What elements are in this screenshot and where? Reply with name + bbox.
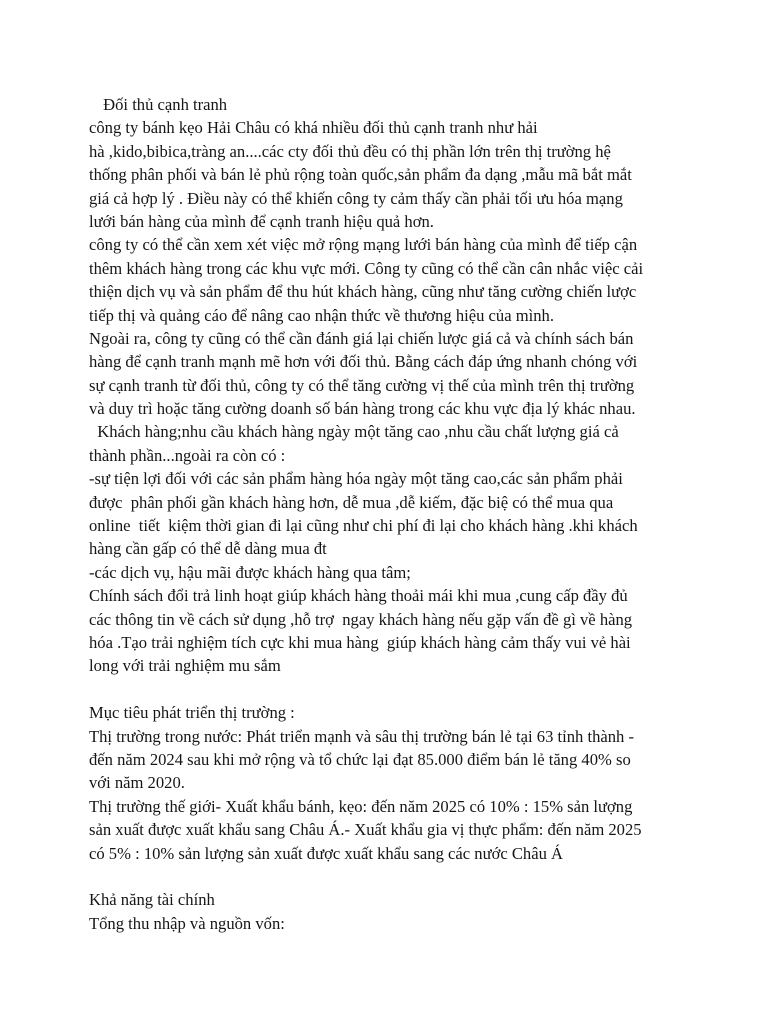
text-line: online tiết kiệm thời gian đi lại cũng như chi phí đi lại cho khách hàng .khi khách bbox=[89, 516, 638, 536]
text-line: long với trải nghiệm mu sắm bbox=[89, 656, 281, 676]
text-line: Tổng thu nhập và nguồn vốn: bbox=[89, 913, 285, 933]
text-line: thống phân phối và bán lẻ phủ rộng toàn quốc,sản phẩm đa dạng ,mẫu mã bắt mắt bbox=[89, 165, 632, 185]
blank-line bbox=[89, 865, 709, 888]
text-line: lưới bán hàng của mình để cạnh tranh hiệu quả hơn. bbox=[89, 211, 434, 231]
heading-competitors: Đối thủ cạnh tranh bbox=[99, 95, 228, 114]
text-line: và duy trì hoặc tăng cường doanh số bán hàng trong các khu vực địa lý khác nhau. bbox=[89, 399, 636, 419]
text-line: các thông tin về cách sử dụng ,hỗ trợ ngay khách hàng nếu gặp vấn đề gì về hàng bbox=[89, 609, 633, 629]
document-body bbox=[89, 93, 709, 935]
text-line: công ty có thể cần xem xét việc mở rộng mạng lưới bán hàng của mình để tiếp cận bbox=[89, 235, 638, 255]
text-line: sản xuất được xuất khẩu sang Châu Á.- Xuất khẩu gia vị thực phẩm: đến năm 2025 bbox=[89, 820, 642, 840]
heading-customers: Khách hàng;nhu cầu khách hàng ngày một tăng cao ,nhu cầu chất lượng giá cả bbox=[89, 422, 619, 442]
text-line: Thị trường thế giới- Xuất khẩu bánh, kẹo: đến năm 2025 có 10% : 15% sản lượng bbox=[89, 796, 633, 816]
text-line: thành phần...ngoài ra còn có : bbox=[89, 445, 286, 465]
section-competitors-customers bbox=[89, 93, 709, 678]
text-line: Ngoài ra, công ty cũng có thể cần đánh giá lại chiến lược giá cả và chính sách bán bbox=[89, 328, 634, 348]
text-line: công ty bánh kẹo Hải Châu có khá nhiều đối thủ cạnh tranh như hải bbox=[89, 118, 538, 138]
text-line: hàng cần gấp có thể dễ dàng mua đt bbox=[89, 539, 327, 559]
text-line: tiếp thị và quảng cáo để nâng cao nhận thức về thương hiệu của mình. bbox=[89, 305, 554, 325]
text-line: -các dịch vụ, hậu mãi được khách hàng qua tâm; bbox=[89, 562, 411, 582]
heading-market-goals: Mục tiêu phát triển thị trường : bbox=[89, 703, 295, 723]
text-line: hàng để cạnh tranh mạnh mẽ hơn với đối thủ. Bằng cách đáp ứng nhanh chóng với bbox=[89, 352, 638, 372]
text-line: có 5% : 10% sản lượng sản xuất được xuất khẩu sang các nước Châu Á bbox=[89, 843, 564, 863]
text-line: sự cạnh tranh từ đối thủ, công ty có thể tăng cường vị thế của mình trên thị trường bbox=[89, 375, 635, 395]
text-line: hóa .Tạo trải nghiệm tích cực khi mua hàng giúp khách hàng cảm thấy vui vẻ hài bbox=[89, 632, 631, 652]
text-line: Thị trường trong nước: Phát triển mạnh và sâu thị trường bán lẻ tại 63 tỉnh thành - bbox=[89, 726, 635, 746]
text-line: giá cả hợp lý . Điều này có thể khiến công ty cảm thấy cần phải tối ưu hóa mạng bbox=[89, 188, 623, 208]
text-line: được phân phối gần khách hàng hơn, dễ mua ,dễ kiếm, đặc biệ có thể mua qua bbox=[89, 492, 614, 512]
text-line: đến năm 2024 sau khi mở rộng và tổ chức lại đạt 85.000 điểm bán lẻ tăng 40% so bbox=[89, 749, 631, 769]
text-line: thiện dịch vụ và sản phẩm để thu hút khách hàng, cũng như tăng cường chiến lược bbox=[89, 282, 637, 302]
section-market-goals bbox=[89, 701, 709, 865]
blank-line bbox=[89, 678, 709, 701]
text-line: hà ,kido,bibica,tràng an....các cty đối thủ đều có thị phần lớn trên thị trường hệ bbox=[89, 141, 611, 161]
text-line: thêm khách hàng trong các khu vực mới. Công ty cũng có thể cần cân nhắc việc cải bbox=[89, 258, 644, 278]
heading-finance: Khả năng tài chính bbox=[89, 890, 215, 910]
text-line: -sự tiện lợi đối với các sản phẩm hàng hóa ngày một tăng cao,các sản phẩm phải bbox=[89, 469, 623, 489]
text-line: với năm 2020. bbox=[89, 773, 185, 793]
text-line: Chính sách đổi trả linh hoạt giúp khách hàng thoải mái khi mua ,cung cấp đầy đủ bbox=[89, 586, 628, 606]
section-finance bbox=[89, 888, 709, 935]
